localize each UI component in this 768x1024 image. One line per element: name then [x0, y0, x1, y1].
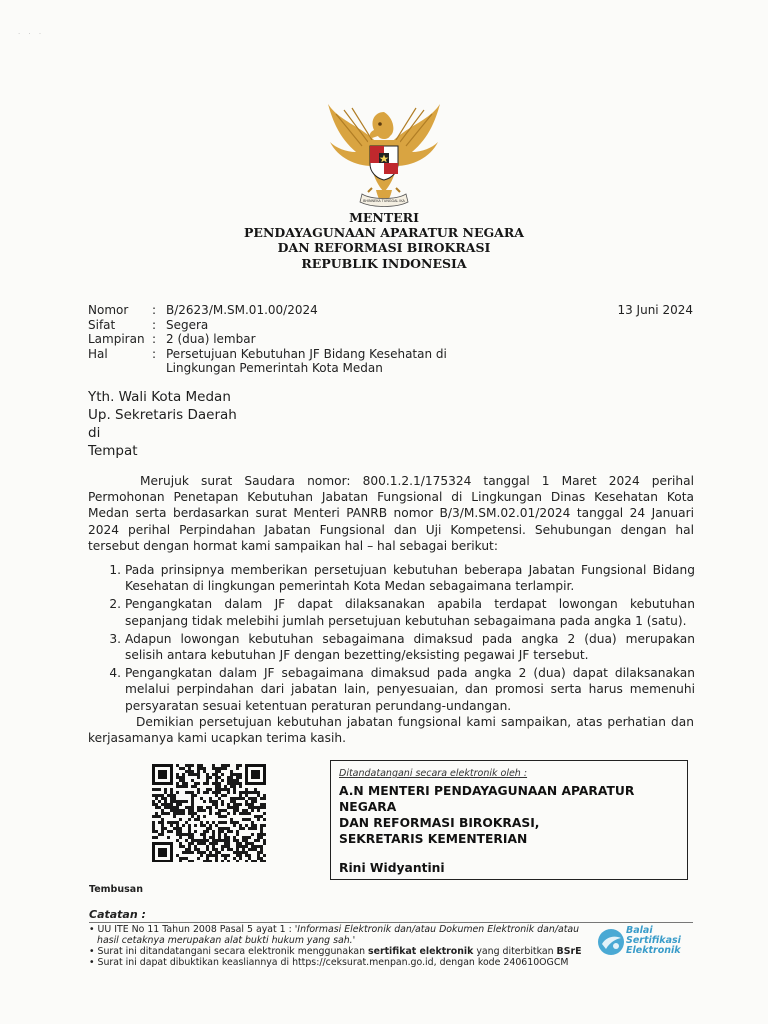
closing-line: Demikian persetujuan kebutuhan jabatan fungsional kami sampaikan, atas perhatian dan	[136, 715, 694, 729]
list-item	[101, 631, 695, 663]
intro-line: tersebut dengan hormat kami sampaikan hal – hal sebagai berikut:	[88, 538, 498, 553]
colon: :	[152, 332, 157, 346]
intro-line: Permohonan Penetapan Kebutuhan Jabatan Fungsional di Lingkungan Dinas Kesehatan Kota	[88, 490, 694, 505]
point-number: 2.	[109, 597, 121, 612]
list-item	[101, 562, 695, 594]
recipient-line4: Tempat	[88, 443, 138, 459]
signatory-name: Rini Widyantini	[339, 861, 445, 875]
scan-smudge: · · ·	[18, 30, 45, 38]
colon: :	[152, 317, 157, 332]
signatory-title-line: DAN REFORMASI BIROKRASI,	[339, 816, 540, 830]
lampiran-label: Lampiran	[88, 332, 145, 346]
point-line: Pengangkatan dalam JF dapat dilaksanakan apabila terdapat lowongan kebutuhan	[125, 597, 695, 612]
nomor-label: Nomor	[88, 303, 129, 317]
bsre-text: Balai Sertifikasi Elektronik	[626, 925, 681, 956]
signed-electronically-note: Ditandatangani secara elektronik oleh :	[339, 768, 528, 779]
point-line: Pada prinsipnya memberikan persetujuan kebutuhan beberapa Jabatan Fungsional Bidang	[125, 563, 695, 577]
hal-label: Hal	[88, 346, 108, 361]
letter-meta	[88, 303, 488, 373]
header-title-line3: DAN REFORMASI BIROKRASI	[277, 240, 491, 255]
hal-value-line2: Lingkungan Pemerintah Kota Medan	[166, 361, 383, 375]
note-line-1b: hasil cetaknya merupakan alat bukti hukum yang sah.'	[97, 935, 356, 946]
note-line-3: • Surat ini dapat dibuktikan keasliannya di https://ceksurat.menpan.go.id, dengan kode 240610OGCM	[89, 957, 569, 968]
colon: :	[152, 346, 157, 361]
point-line: persyaratan sesuai ketentuan peraturan perundang-undangan.	[125, 698, 512, 713]
hal-value-line1: Persetujuan Kebutuhan JF Bidang Kesehatan di	[166, 346, 447, 361]
list-item	[101, 596, 695, 628]
bsre-logo	[596, 926, 700, 960]
closing-line: kerjasamanya kami ucapkan terima kasih.	[88, 731, 346, 746]
colon: :	[152, 303, 157, 317]
point-line: Pengangkatan dalam JF sebagaimana dimaksud pada angka 2 (dua) dapat dilaksanakan	[125, 666, 695, 681]
list-item	[101, 665, 695, 714]
intro-line: Medan serta berdasarkan surat Menteri PANRB nomor B/3/M.SM.02.01/2024 tanggal 24 Januari	[88, 506, 694, 521]
point-number: 4.	[109, 666, 121, 681]
closing-paragraph	[88, 714, 694, 746]
footer-divider	[89, 922, 693, 923]
nomor-value: B/2623/M.SM.01.00/2024	[166, 303, 318, 317]
point-line: selisih antara kebutuhan JF dengan bezetting/eksisting pegawai JF tersebut.	[125, 648, 589, 663]
point-number: 3.	[109, 631, 121, 646]
tembusan-label: Tembusan	[89, 884, 143, 895]
garuda-emblem	[322, 96, 446, 216]
point-number: 1.	[109, 563, 121, 577]
point-line: Kesehatan di lingkungan pemerintah Kota Medan sebagaimana terlampir.	[125, 579, 575, 594]
intro-line: Merujuk surat Saudara nomor: 800.1.2.1/175324 tanggal 1 Maret 2024 perihal	[140, 474, 694, 488]
signatory-title	[339, 783, 669, 815]
footer-notes	[89, 924, 609, 968]
recipient-line1: Yth. Wali Kota Medan	[88, 389, 231, 405]
recipient-line3: di	[88, 425, 101, 441]
signatory-title-2	[339, 815, 669, 847]
header-title-line4: REPUBLIK INDONESIA	[301, 256, 467, 271]
header-title-line1: MENTERI	[349, 210, 419, 225]
recipient-line2: Up. Sekretaris Daerah	[88, 407, 237, 423]
note-line-2: • Surat ini ditandatangani secara elektronik menggunakan sertifikat elektronik yang diterbitkan BSrE	[89, 946, 582, 957]
sifat-label: Sifat	[88, 317, 116, 332]
catatan-label: Catatan :	[89, 908, 146, 921]
point-line: melalui perpindahan dari jabatan lain, penyesuaian, dan promosi serta harus memenuhi	[125, 682, 695, 697]
bsre-emblem-icon	[596, 927, 626, 957]
intro-paragraph	[88, 473, 694, 554]
lampiran-value: 2 (dua) lembar	[166, 332, 256, 346]
letter-date: 13 Juni 2024	[617, 303, 693, 317]
point-line: sepanjang tidak melebihi jumlah persetujuan kebutuhan sebagaimana pada angka 1 (satu).	[125, 613, 687, 628]
signatory-title-line: NEGARA	[339, 800, 397, 814]
note-line-1: • UU ITE No 11 Tahun 2008 Pasal 5 ayat 1 : 'Informasi Elektronik dan/atau Dokumen Elektronik dan/atau	[89, 924, 580, 935]
point-line: Adapun lowongan kebutuhan sebagaimana dimaksud pada angka 2 (dua) merupakan	[125, 631, 695, 646]
recipient-address	[88, 388, 388, 460]
signature-box	[330, 760, 688, 880]
signatory-title-line: A.N MENTERI PENDAYAGUNAAN APARATUR	[339, 784, 635, 798]
signatory-title-line: SEKRETARIS KEMENTERIAN	[339, 832, 528, 846]
qr-code	[152, 764, 266, 862]
header-title-line2: PENDAYAGUNAAN APARATUR NEGARA	[244, 225, 524, 240]
emblem-banner-text: BHINNEKA TUNGGAL IKA	[363, 199, 405, 203]
sifat-value: Segera	[166, 317, 209, 332]
intro-line: 2024 perihal Perpindahan Jabatan Fungsional dan Uji Kompetensi. Sehubungan dengan hal	[88, 522, 694, 537]
points-list	[101, 562, 695, 716]
